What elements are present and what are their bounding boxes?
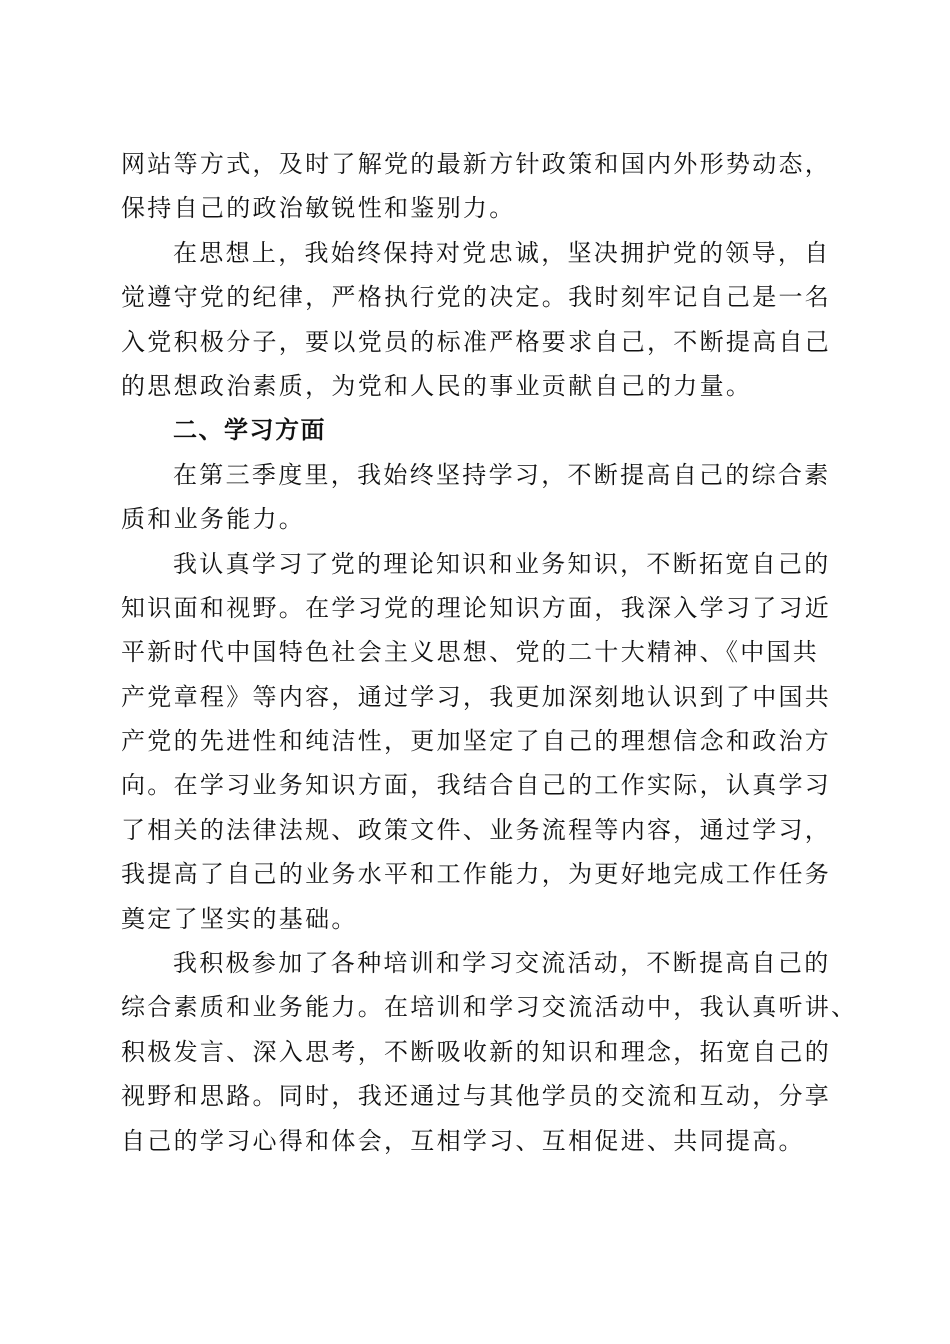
text-line: 产党章程》等内容，通过学习，我更加深刻地认识到了中国共: [121, 682, 832, 711]
text-line: 积极发言、深入思考，不断吸收新的知识和理念，拓宽自己的: [121, 1037, 832, 1066]
section-heading-text: 二、学习方面: [173, 416, 326, 445]
text-line: 向。在学习业务知识方面，我结合自己的工作实际，认真学习: [121, 771, 832, 800]
text-line: 了相关的法律法规、政策文件、业务流程等内容，通过学习，: [121, 815, 832, 844]
text-line: 综合素质和业务能力。在培训和学习交流活动中，我认真听讲、: [121, 993, 858, 1022]
text-line: 保持自己的政治敏锐性和鉴别力。: [121, 194, 516, 223]
paragraph-continuation: [121, 142, 831, 231]
text-line: 奠定了坚实的基础。: [121, 904, 358, 933]
text-line: 自己的学习心得和体会，互相学习、互相促进、共同提高。: [121, 1126, 805, 1155]
text-line: 产党的先进性和纯洁性，更加坚定了自己的理想信念和政治方: [121, 727, 832, 756]
text-line: 在思想上，我始终保持对党忠诚，坚决拥护党的领导，自: [173, 238, 831, 267]
text-line: 网站等方式，及时了解党的最新方针政策和国内外形势动态，: [121, 150, 832, 178]
section-heading: [121, 408, 831, 452]
text-line: 我提高了自己的业务水平和工作能力，为更好地完成工作任务: [121, 860, 832, 889]
paragraph-ideology: [121, 231, 831, 409]
text-line: 在第三季度里，我始终坚持学习，不断提高自己的综合素: [173, 460, 831, 489]
text-line: 我认真学习了党的理论知识和业务知识，不断拓宽自己的: [173, 549, 831, 578]
text-line: 我积极参加了各种培训和学习交流活动，不断提高自己的: [173, 949, 831, 978]
text-line: 的思想政治素质，为党和人民的事业贡献自己的力量。: [121, 371, 753, 400]
text-line: 觉遵守党的纪律，严格执行党的决定。我时刻牢记自己是一名: [121, 283, 832, 312]
document-body: [121, 142, 858, 1163]
text-line: 入党积极分子，要以党员的标准严格要求自己，不断提高自己: [121, 327, 832, 356]
paragraph-study-training: [121, 941, 858, 1163]
text-line: 视野和思路。同时，我还通过与其他学员的交流和互动，分享: [121, 1082, 832, 1111]
text-line: 平新时代中国特色社会主义思想、党的二十大精神、《中国共: [121, 638, 820, 667]
text-line: 质和业务能力。: [121, 505, 306, 534]
paragraph-study-intro: [121, 453, 831, 542]
paragraph-study-knowledge: [121, 542, 831, 942]
text-line: 知识面和视野。在学习党的理论知识方面，我深入学习了习近: [121, 593, 832, 622]
